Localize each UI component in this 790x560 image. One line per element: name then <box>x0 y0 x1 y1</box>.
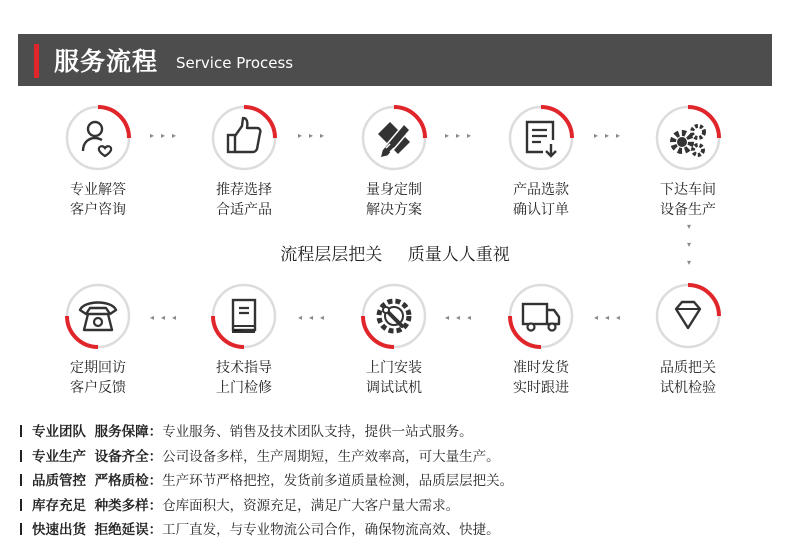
manual-book-icon <box>210 282 278 350</box>
feature-text: 工厂直发，与专业物流公司合作，确保物流高效、快捷。 <box>162 522 500 538</box>
feature-title: 品质管控 <box>32 473 86 489</box>
flow-arrows: ▸▸▸ <box>298 131 332 140</box>
step-delivery <box>481 282 601 398</box>
step-line1: 技术指导 <box>216 360 272 376</box>
bullet-bar <box>20 474 22 486</box>
step-line2: 客户咨询 <box>70 202 126 218</box>
flow-arrows: ◂◂◂ <box>445 313 479 322</box>
step-line1: 下达车间 <box>660 182 716 198</box>
bullet-bar <box>20 499 22 511</box>
feature-title: 库存充足 <box>32 497 86 514</box>
flow-arrows: ▸▸▸ <box>445 131 479 140</box>
step-custom <box>334 104 454 220</box>
step-line2: 实时跟进 <box>513 380 569 396</box>
bullet-bar <box>20 450 22 462</box>
bullet-bar <box>20 425 22 437</box>
header-subtitle: Service Process <box>176 54 294 72</box>
slogan-part1: 流程层层把关 <box>280 245 383 265</box>
feature-title: 专业团队 <box>32 424 86 440</box>
step-line2: 上门检修 <box>216 380 272 396</box>
wrench-gear-icon <box>360 282 428 350</box>
slogan-part2: 质量人人重视 <box>407 245 510 265</box>
section-header <box>18 34 772 86</box>
feature-text: 生产环节严格把控，发货前多道质量检测，品质层层把关。 <box>162 473 514 489</box>
flow-arrows: ◂◂◂ <box>594 313 628 322</box>
step-production <box>628 104 748 220</box>
quality-slogan <box>0 240 790 265</box>
gears-icon <box>654 104 722 172</box>
vertical-flow-arrows: ▾ ▾ ▾ <box>686 222 691 267</box>
step-line2: 试机检验 <box>660 380 716 396</box>
step-line1: 准时发货 <box>513 360 569 376</box>
feature-list <box>20 420 513 543</box>
step-line1: 上门安装 <box>366 360 422 376</box>
step-consult <box>38 104 158 220</box>
feature-text: 专业服务、销售及技术团队支持，提供一站式服务。 <box>162 424 473 440</box>
feature-text: 仓库面积大，资源充足，满足广大客户量大需求。 <box>162 497 460 514</box>
step-line2: 合适产品 <box>216 202 272 218</box>
header-accent-bar <box>34 44 39 78</box>
list-item <box>20 469 513 494</box>
step-line2: 客户反馈 <box>70 380 126 396</box>
step-guidance <box>184 282 304 398</box>
step-line1: 量身定制 <box>366 182 422 198</box>
flow-arrows: ▸▸▸ <box>150 131 184 140</box>
step-line1: 推荐选择 <box>216 182 272 198</box>
feature-subtitle: 严格质检： <box>94 473 163 489</box>
flow-arrows: ▸▸▸ <box>594 131 628 140</box>
feature-subtitle: 服务保障： <box>94 424 163 440</box>
feature-title: 快速出货 <box>32 522 86 538</box>
flow-arrows: ◂◂◂ <box>150 313 184 322</box>
pencil-ruler-icon <box>360 104 428 172</box>
list-item <box>20 445 513 470</box>
thumbs-up-icon <box>210 104 278 172</box>
list-item <box>20 494 513 519</box>
step-followup <box>38 282 158 398</box>
step-line2: 调试试机 <box>366 380 422 396</box>
step-line1: 定期回访 <box>70 360 126 376</box>
flow-arrows: ◂◂◂ <box>298 313 332 322</box>
step-line2: 设备生产 <box>660 202 716 218</box>
truck-icon <box>507 282 575 350</box>
step-line1: 产品选款 <box>513 182 569 198</box>
feature-subtitle: 设备齐全： <box>94 448 163 465</box>
bullet-bar <box>20 523 22 535</box>
order-form-icon <box>507 104 575 172</box>
list-item <box>20 518 513 543</box>
diamond-icon <box>654 282 722 350</box>
header-title: 服务流程 <box>54 47 159 76</box>
feature-subtitle: 种类多样： <box>94 497 163 514</box>
step-quality <box>628 282 748 398</box>
feature-subtitle: 拒绝延误： <box>94 522 163 538</box>
step-recommend <box>184 104 304 220</box>
step-install <box>334 282 454 398</box>
step-line2: 解决方案 <box>366 202 422 218</box>
step-line2: 确认订单 <box>513 202 569 218</box>
telephone-icon <box>64 282 132 350</box>
step-line1: 品质把关 <box>660 360 716 376</box>
feature-text: 公司设备多样，生产周期短，生产效率高，可大量生产。 <box>162 448 500 465</box>
user-heart-icon <box>64 104 132 172</box>
feature-title: 专业生产 <box>32 448 86 465</box>
step-order <box>481 104 601 220</box>
list-item <box>20 420 513 445</box>
step-line1: 专业解答 <box>70 182 126 198</box>
